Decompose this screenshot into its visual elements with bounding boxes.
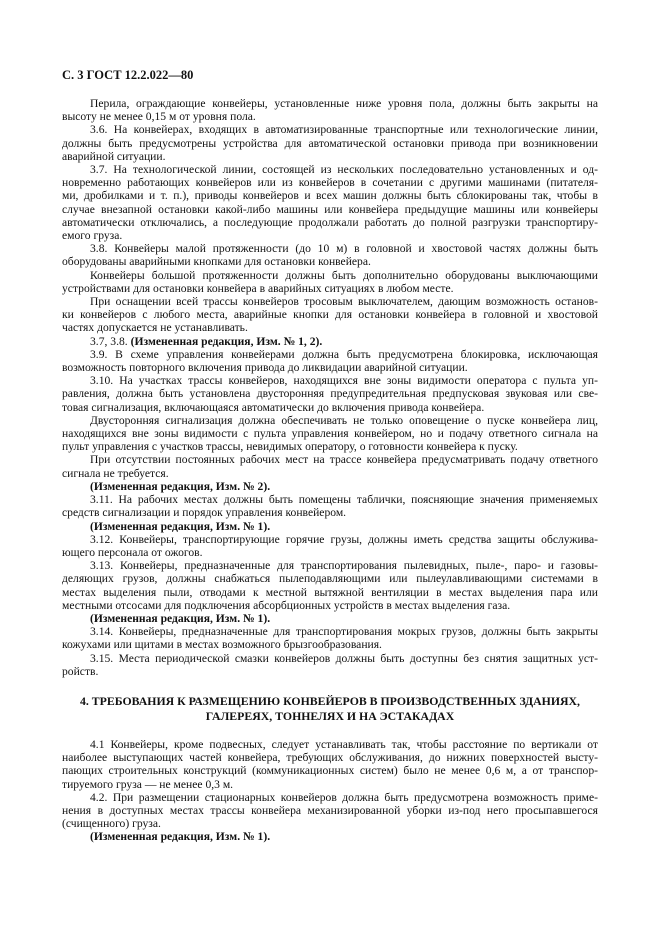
paragraph-line: 3.7. На технологической линии, состоящей из нескольких последовательно установленных и од- <box>90 163 598 177</box>
amendment-line <box>62 612 598 625</box>
page-header: С. 3 ГОСТ 12.2.022—80 <box>62 68 194 82</box>
amendment-text: (Измененная редакция, Изм. № 2). <box>90 479 271 493</box>
paragraph-line: нения в доступных местах трассы конвейера механизированной уборки из-под него просыпавшегося <box>62 803 598 817</box>
amendment-note <box>62 335 598 348</box>
amendment-line <box>62 335 598 348</box>
paragraph-line: наиболее выступающих частей конвейера, требующих обслуживания, до нижних поверхностей высту- <box>62 751 598 765</box>
paragraph-line: товая сигнализация, включающаяся автоматически до включения привода конвейера. <box>62 400 485 414</box>
paragraph-line: случае внезапной остановки какой-либо машины или конвейера предыдущие машины или конвейеры <box>62 202 598 216</box>
paragraph <box>62 453 598 479</box>
paragraph-line: равления, должна быть установлена двусторонняя предупредительная предпусковая звуковая или све- <box>62 387 598 401</box>
paragraph <box>62 738 598 791</box>
section-4-title-line: ГАЛЕРЕЯХ, ТОННЕЛЯХ И НА ЭСТАКАДАХ <box>205 708 455 723</box>
paragraph-line: должны быть предусмотрены устройства для автоматической остановки привода при возникновении <box>62 136 598 150</box>
paragraph-line: ющего персонала от ожогов. <box>62 545 203 559</box>
paragraph-line: высоту не менее 0,15 м от уровня пола. <box>62 110 256 124</box>
amendment-text: (Измененная редакция, Изм. № 1). <box>90 830 271 844</box>
section-4 <box>62 738 598 844</box>
paragraph-line: возможность повторного включения привода до ликвидации аварийной ситуации. <box>62 361 468 375</box>
amendment-note <box>62 612 598 625</box>
amendment-note <box>62 520 598 533</box>
paragraph-line: (счищенного) груза. <box>62 817 161 831</box>
section-4-title-line: 4. ТРЕБОВАНИЯ К РАЗМЕЩЕНИЮ КОНВЕЙЕРОВ В ПРОИЗВОДСТВЕННЫХ ЗДАНИЯХ, <box>80 693 580 708</box>
paragraph <box>62 242 598 268</box>
paragraph <box>62 559 598 612</box>
paragraph-line: сигнала не требуется. <box>62 466 169 480</box>
amendment-note <box>62 480 598 493</box>
paragraph-line: емого груза. <box>62 229 123 243</box>
paragraph-line: деляющих грузов, должны снабжаться пылеподавляющими или пылеулавливающими системами в <box>62 572 598 586</box>
paragraph <box>62 791 598 831</box>
paragraph-line: ми, дробилками и т. п.), приводы конвейеров и всех машин должны быть сблокированы так, чтобы в <box>62 189 598 203</box>
paragraph-line: 3.11. На рабочих местах должны быть помещены таблички, поясняющие значения применяемых <box>90 493 598 507</box>
paragraph <box>62 163 598 242</box>
paragraph <box>62 374 598 414</box>
paragraph-line: Конвейеры большой протяженности должны быть дополнительно оборудованы выключающими <box>90 268 598 282</box>
paragraph-line: При оснащении всей трассы конвейеров тросовым выключателем, дающим возможность останов- <box>90 295 598 309</box>
section-4-title <box>62 694 598 724</box>
paragraph <box>62 533 598 559</box>
paragraph <box>62 295 598 335</box>
paragraph-line: 3.13. Конвейеры, предназначенные для транспортирования пылевидных, пыле-, паро- и газовы- <box>90 559 598 573</box>
paragraph-line: 3.6. На конвейерах, входящих в автоматизированные транспортные или технологические линии, <box>90 123 598 137</box>
paragraph-line: новременно работающих конвейеров или из конвейеров в сочетании с другими машинами (питателя- <box>62 176 598 190</box>
paragraph <box>62 414 598 454</box>
paragraph-line: 3.15. Места периодической смазки конвейеров должны быть доступны без снятия защитных уст- <box>90 651 598 665</box>
paragraph-line: ройств. <box>62 664 99 678</box>
paragraph-line: тируемого груза — не менее 0,3 м. <box>62 777 234 791</box>
amendment-line <box>62 480 598 493</box>
paragraph-line: Перила, ограждающие конвейеры, установленные ниже уровня пола, должны быть закрыты на <box>90 97 598 110</box>
document-body <box>62 97 598 844</box>
paragraph <box>62 97 598 123</box>
paragraph <box>62 652 598 678</box>
paragraph-line: пульт управления с участков трассы, невидимых оператору, о готовности конвейера к пуску. <box>62 440 518 454</box>
paragraph-line: средств сигнализации и порядок управления конвейером. <box>62 506 347 520</box>
paragraph-line: 3.14. Конвейеры, предназначенные для транспортирования мокрых грузов, должны быть закрыты <box>90 625 598 639</box>
amendment-line <box>62 520 598 533</box>
paragraph-line: кожухами или щитами в местах возможного брызгообразования. <box>62 638 382 652</box>
paragraph-line: местными отсосами для подключения абсорбционных устройств в местах выделения газа. <box>62 598 511 612</box>
paragraph-line: аварийной ситуации. <box>62 149 166 163</box>
paragraph-line: находящихся вне зоны видимости с пульта управления конвейером, но и подачу ответного сигнала на <box>62 427 598 441</box>
paragraph-line: оборудованы аварийными кнопками для остановки конвейера. <box>62 255 371 269</box>
amendment-line <box>62 830 598 843</box>
amendment-note <box>62 830 598 843</box>
paragraph-line: При отсутствии постоянных рабочих мест на трассе конвейера предусматривать подачу ответного <box>90 453 598 467</box>
paragraph-line: устройствами для остановки конвейера в аварийных ситуациях в любом месте. <box>62 281 454 295</box>
paragraph <box>62 625 598 651</box>
amendment-text: (Измененная редакция, Изм. № 1, 2). <box>130 334 323 348</box>
amendment-text: (Измененная редакция, Изм. № 1). <box>90 611 271 625</box>
paragraph-line: 4.2. При размещении стационарных конвейеров должна быть предусмотрена возможность приме- <box>90 790 598 804</box>
paragraph <box>62 348 598 374</box>
paragraph-line: местах выделения пыли, отводами к местной вытяжной вентиляции в местах выделения пара или <box>62 585 598 599</box>
paragraph-line: 3.12. Конвейеры, транспортирующие горячие грузы, должны иметь средства защиты обслужива- <box>90 532 598 546</box>
paragraph-line: автоматически отключались, а последующие продолжали работать до полной разгрузки транспортиру- <box>62 215 598 229</box>
paragraph-line: ки конвейеров с любого места, аварийные кнопки для остановки конвейера в головной и хвостовой <box>62 308 598 322</box>
paragraph-line: 3.8. Конвейеры малой протяженности (до 10 м) в головной и хвостовой частях должны быть <box>90 242 598 256</box>
paragraph <box>62 493 598 519</box>
paragraph-line: Двусторонняя сигнализация должна обеспечивать не только оповещение о пуске конвейера лиц, <box>90 413 598 427</box>
paragraph <box>62 123 598 163</box>
section-3 <box>62 97 598 678</box>
amendment-prefix: 3.7, 3.8. <box>90 334 131 348</box>
paragraph <box>62 269 598 295</box>
paragraph-line: 3.10. На участках трассы конвейеров, находящихся вне зоны видимости оператора с пульта уп- <box>90 374 598 388</box>
paragraph-line: пающих строительных конструкций (коммуникационных систем) было не менее 0,6 м, а от транспор- <box>62 764 598 778</box>
paragraph-line: частях допускается не устанавливать. <box>62 321 248 335</box>
paragraph-line: 4.1 Конвейеры, кроме подвесных, следует устанавливать так, чтобы расстояние по вертикали от <box>90 737 598 751</box>
amendment-text: (Измененная редакция, Изм. № 1). <box>90 519 271 533</box>
paragraph-line: 3.9. В схеме управления конвейерами должна быть предусмотрена блокировка, исключающая <box>90 347 598 361</box>
